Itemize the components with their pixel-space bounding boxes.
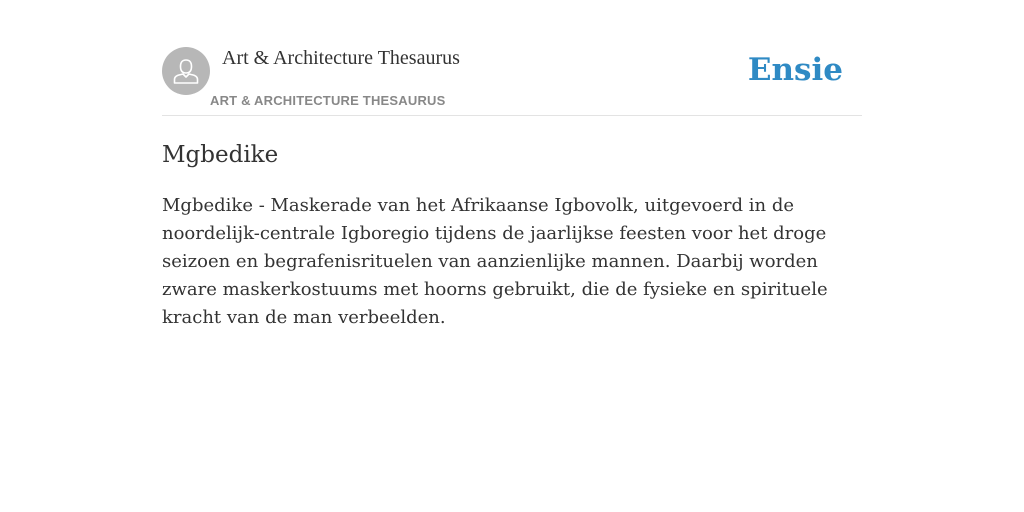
article-body: Mgbedike - Maskerade van het Afrikaanse Igbovolk, uitgevoerd in de noordelijk-centrale Igboregio tijdens de jaarlijkse feesten voor het droge seizoen en begrafenisrituelen van aanzienlijke mannen. Daarbij worden zware maskerkostuums met hoorns gebruikt, die de fysieke en spirituele kracht van de man verbeelden. [162,195,828,328]
site-subtitle[interactable]: ART & ARCHITECTURE THESAURUS [210,93,446,108]
user-silhouette-icon [171,56,201,86]
page-header [162,46,862,116]
site-name-link[interactable]: Art & Architecture Thesaurus [222,47,460,69]
author-avatar[interactable] [162,47,210,95]
brand-logo[interactable]: Ensie [747,52,843,88]
page-title: Mgbedike [162,142,279,168]
